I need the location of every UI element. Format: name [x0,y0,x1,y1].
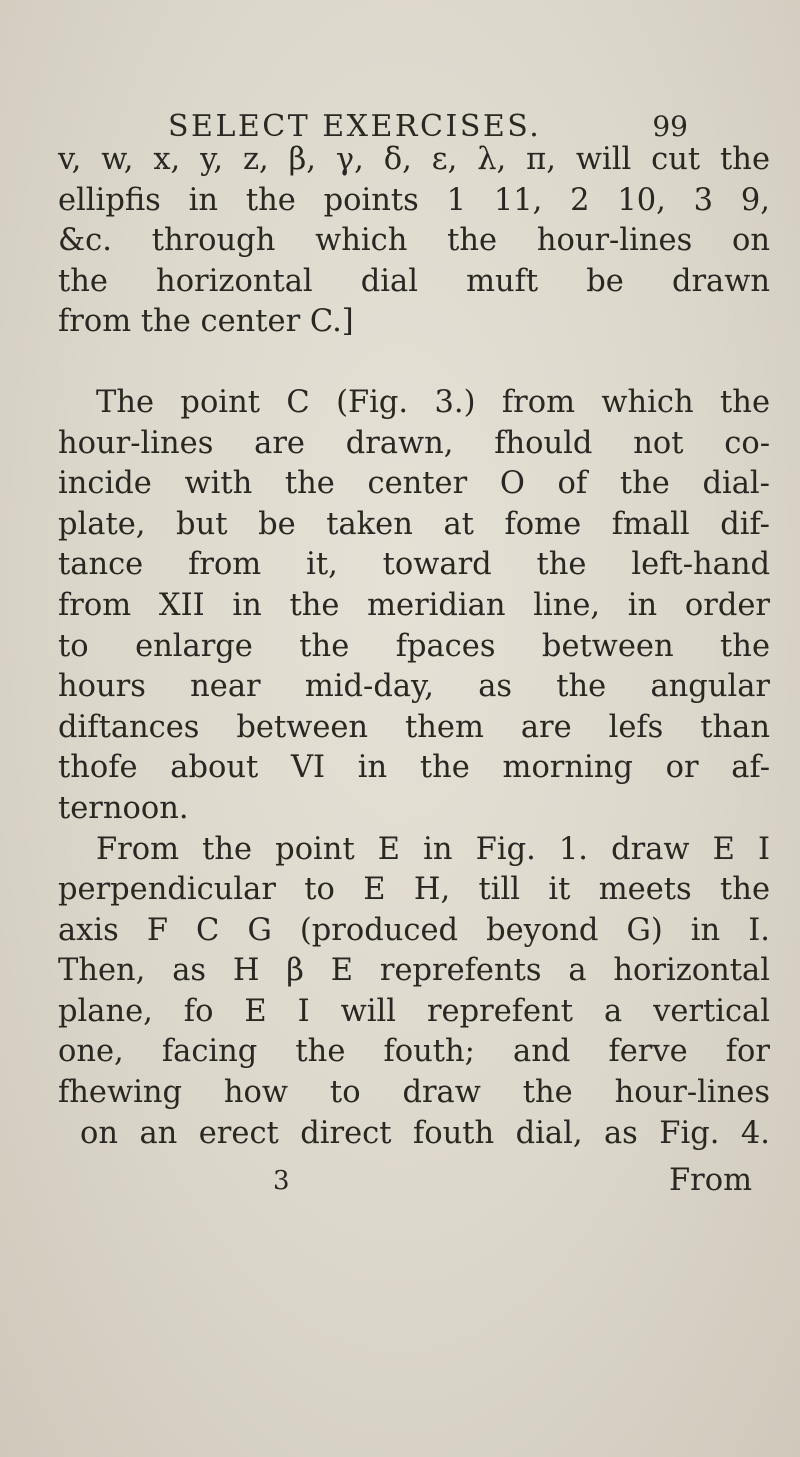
text-line: from the center C.] [58,304,354,340]
text-line: tance from it, toward the left-hand [58,547,770,583]
text-line: axis F C G (produced beyond G) in I. [58,912,770,948]
body-text [58,140,770,1198]
signature-mark: 3 [273,1166,290,1196]
page-number: 99 [652,110,688,143]
text-line: From the point E in Fig. 1. draw E I [96,831,770,867]
text-line: The point C (Fig. 3.) from which the [96,384,770,420]
text-line: incide with the center O of the dial- [58,466,770,502]
text-line: from XII in the meridian line, in order [58,587,770,623]
running-title: SELECT EXERCISES. [168,109,542,144]
text-line: perpendicular to E H, till it meets the [58,872,770,908]
text-line: &c. through which the hour-lines on [58,223,770,259]
text-line: diftances between them are lefs than [58,709,770,745]
text-line: ellipfis in the points 1 11, 2 10, 3 9, [58,182,770,218]
text-line: the horizontal dial muft be drawn [58,263,770,299]
text-line: to enlarge the fpaces between the [58,628,770,664]
text-line: hours near mid-day, as the angular [58,669,770,705]
text-line: thofe about VI in the morning or af- [58,750,770,786]
catchword: From [668,1163,752,1198]
text-line: on an erect direct fouth dial, as Fig. 4. [80,1115,770,1151]
text-line: plate, but be taken at fome fmall dif- [58,506,770,542]
page-footer [58,1161,770,1201]
text-line: ternoon. [58,790,189,826]
text-line: plane, fo E I will reprefent a vertical [58,993,770,1029]
text-line: v, w, x, y, z, β, γ, δ, ε, λ, π, will cut the [58,142,770,177]
text-line: fhewing how to draw the hour-lines [58,1075,770,1111]
text-line: one, facing the fouth; and ferve for [58,1034,770,1070]
text-line: hour-lines are drawn, fhould not co- [58,425,770,461]
text-line: Then, as H β E reprefents a horizontal [58,953,770,989]
